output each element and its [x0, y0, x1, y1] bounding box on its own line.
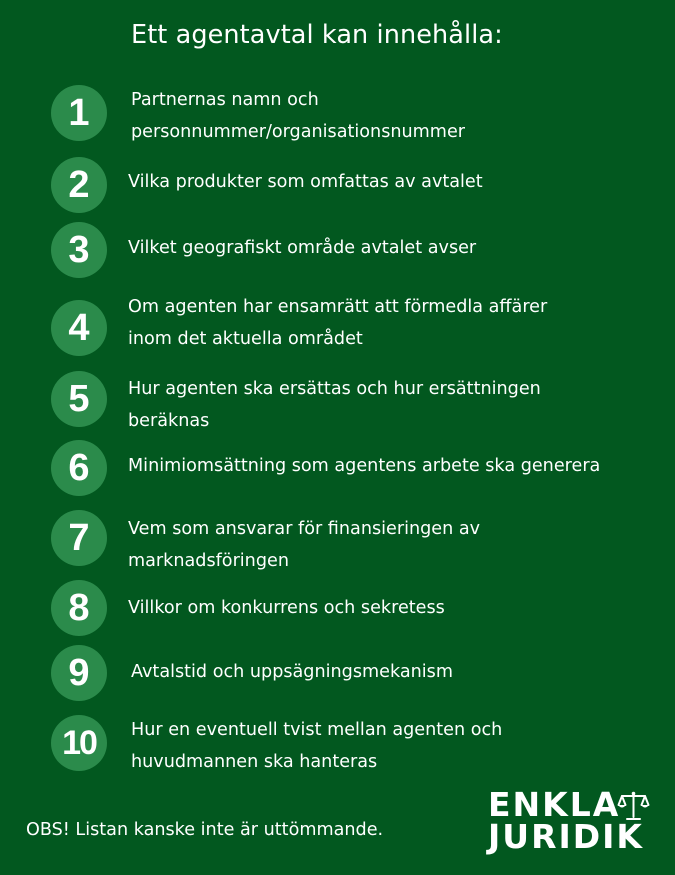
- number-badge: 6: [51, 440, 107, 496]
- number-badge: 8: [51, 580, 107, 636]
- text-line: Avtalstid och uppsägningsmekanism: [131, 662, 453, 682]
- text-line: Villkor om konkurrens och sekretess: [128, 598, 445, 618]
- text-line: Vilka produkter som omfattas av avtalet: [128, 172, 483, 192]
- text-line: Minimiomsättning som agentens arbete ska generera: [128, 456, 601, 476]
- text-line: Vem som ansvarar för finansieringen av: [128, 519, 481, 539]
- list-item-text: [128, 166, 668, 198]
- text-line: Om agenten har ensamrätt att förmedla affärer: [128, 297, 548, 317]
- number-badge: 1: [51, 85, 107, 141]
- list-item-text: [128, 592, 668, 624]
- text-line: huvudmannen ska hanteras: [131, 752, 378, 772]
- number-badge: 10: [51, 715, 107, 771]
- text-line: Hur en eventuell tvist mellan agenten och: [131, 720, 503, 740]
- number-badge: 7: [51, 510, 107, 566]
- list-item-text: [128, 373, 668, 437]
- text-line: Hur agenten ska ersättas och hur ersättningen: [128, 379, 541, 399]
- text-line: inom det aktuella området: [128, 329, 363, 349]
- number-badge: 9: [51, 645, 107, 701]
- list-item-text: [128, 513, 668, 577]
- list-item-text: [131, 656, 671, 688]
- number-badge: 2: [51, 157, 107, 213]
- list-item-text: [131, 714, 671, 778]
- disclaimer-note: OBS! Listan kanske inte är uttömmande.: [26, 820, 384, 840]
- number-badge: 5: [51, 371, 107, 427]
- logo-line-1: ENKLA: [488, 785, 621, 824]
- logo-line-2: JURIDIK: [488, 817, 645, 856]
- list-item-text: [128, 450, 668, 482]
- text-line: Vilket geografiskt område avtalet avser: [128, 238, 477, 258]
- number-badge: 3: [51, 222, 107, 278]
- number-badge: 4: [51, 300, 107, 356]
- text-line: beräknas: [128, 411, 210, 431]
- text-line: marknadsföringen: [128, 551, 289, 571]
- page-title: Ett agentavtal kan innehålla:: [131, 20, 503, 50]
- text-line: personnummer/organisationsnummer: [131, 122, 465, 142]
- text-line: Partnernas namn och: [131, 90, 319, 110]
- brand-logo: [488, 785, 653, 856]
- scales-of-justice-icon: [617, 791, 650, 821]
- list-item-text: [128, 291, 668, 355]
- list-item-text: [128, 232, 668, 264]
- list-item-text: [131, 84, 671, 148]
